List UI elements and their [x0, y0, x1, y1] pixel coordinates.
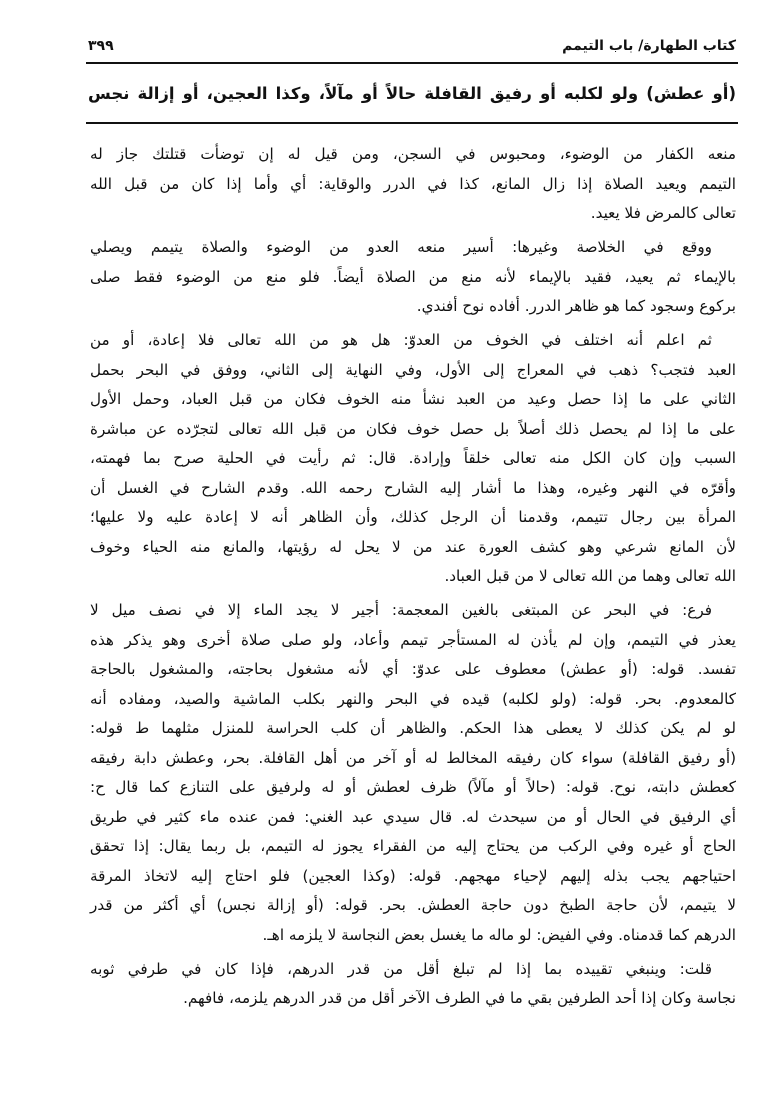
text-line: التيمم ويعيد الصلاة إذا زال المانع، كذا في الدرر والوقاية: أي وأما إذا كان من قبل الله: [90, 174, 736, 193]
text-line: نجاسة وكان إذا أحد الطرفين بقي ما في الطرف الآخر أقل من قدر الدرهم يلزمه، فافهم.: [183, 989, 736, 1007]
header-rule: [86, 62, 738, 64]
paragraph: [90, 955, 736, 1014]
text-line: السبب وإن كان الكل منه تعالى خلقاً وإرادة. قال: ثم رأيت في الحلية صرح بما فهمته،: [90, 449, 736, 467]
text-line: بالإيماء ثم يعيد، فقيد بالإيماء لأنه منع من الصلاة أيضاً. فلو منع من الوضوء فقط صلى: [90, 267, 736, 286]
text-line: الدرهم كما قدمناه. وفي الفيض: لو ماله ما يغسل بعض النجاسة لا يلزمه اهـ.: [262, 925, 736, 944]
text-line: على ما إذا لم يحصل ذلك أصلاً بل حصل خوف فكان من قبل الله تعالى لتجرّده عن مباشرة: [90, 419, 736, 438]
commentary-body: [90, 140, 736, 1018]
paragraph: [90, 140, 736, 229]
text-line: لو لم يكن كذلك لا يعطى هذا الحكم. والظاهر أن كلب الحراسة للمنزل مثلهما ط قوله:: [90, 719, 736, 737]
running-head: [88, 38, 736, 60]
page-number: ٣٩٩: [88, 38, 114, 54]
text-line: المرأة بين رجال تتيمم، وقدمنا أن الرجل كذلك، وأن الظاهر أنه لا إعادة عليه ولا عليها؛: [90, 508, 736, 526]
matn-text: (أو عطش) ولو لكلبه أو رفيق القافلة حالاً أو مآلاً، وكذا العجين، أو إزالة نجس: [88, 84, 736, 103]
text-line: لا يتيمم، لأن حاجة الطبخ دون حاجة العطش. بحر. قوله: (أو إزالة نجس) أي أكثر من قدر: [90, 896, 736, 914]
text-line: لأن المانع شرعي وهو كشف العورة عند من لا يحل له رؤيتها، والمانع منه الحياء وخوف: [90, 537, 736, 556]
text-line: الثاني على ما إذا حصل وعيد من العبد نشأ منه الخوف فكان من قبل العباد، وحمل الأول: [90, 390, 736, 408]
text-line: بركوع وسجود كما هو ظاهر الدرر. أفاده نوح أفندي.: [416, 297, 736, 315]
text-line: قلت: وينبغي تقييده بما إذا لم تبلغ أقل من قدر الدرهم، فإذا كان في طرفي ثوبه: [90, 959, 712, 978]
text-line: الحاج أو غيره وفي الركب من يحتاج إليه من الفقراء يجوز له التيمم، بل ربما يقال: إذا تحقق: [90, 837, 736, 855]
text-line: يعذر في التيمم، وإن لم يأذن له المستأجر تيمم وأعاد، ولو صلى صلاة أخرى وهو يذكر هذه: [90, 630, 736, 649]
text-line: فرع: في البحر عن المبتغى بالغين المعجمة: أجير لا يجد الماء إلا في نصف ميل لا: [90, 601, 712, 619]
text-line: تعالى كالمرض فلا يعيد.: [590, 204, 736, 222]
paragraph: [90, 596, 736, 950]
text-line: الله تعالى وهما من الله تعالى لا من قبل العباد.: [444, 567, 736, 585]
paragraph: [90, 233, 736, 322]
chapter-title: كتاب الطهارة/ باب التيمم: [562, 38, 736, 54]
text-line: احتياجهم يجب بذله إليهم لإحياء مهجهم. قوله: (وكذا العجين) فلو احتاج إليه لاتخاذ المرقة: [90, 866, 736, 885]
text-line: كعطش دابته، نوح. قوله: (حالاً أو مآلاً) ظرف لعطش أو له ولرفيق على التنازع كما قال ح:: [90, 778, 736, 796]
text-line: أي الرفيق في الحال أو من سيحدث له. قال سيدي عبد الغني: فمن عنده ماء كثير في طريق: [90, 807, 736, 826]
matn-rule: [86, 122, 738, 124]
text-line: ثم اعلم أنه اختلف في الخوف من العدوّ: هل هو من الله تعالى فلا إعادة، أو من: [90, 331, 712, 349]
paragraph: [90, 326, 736, 592]
text-line: (أو رفيق القافلة) سواء كان رفيقه المخالط له أو آخر من أهل القافلة. بحر، وعطش دابة رفيقه: [90, 748, 736, 767]
text-line: منعه الكفار من الوضوء، ومحبوس في السجن، ومن قيل له إن توضأت قتلتك جاز له: [90, 145, 736, 163]
text-line: تفسد. قوله: (أو عطش) معطوف على عدوّ: أي لأنه مشغول بحاجته، والمشغول بالحاجة: [90, 660, 736, 678]
text-line: وأقرّه في النهر وغيره، وهذا ما أشار إليه الشارح رحمه الله. وقدم الشارح في الغسل أن: [90, 478, 736, 497]
text-line: العبد فتجب؟ ذهب في المعراج إلى الأول، وفي النهاية إلى الثاني، ووفق في البحر بحمل: [90, 360, 736, 379]
text-line: كالمعدوم. بحر. قوله: (ولو لكلبه) قيده في البحر والنهر بكلب الماشية والصيد، ومفاده أنه: [90, 689, 736, 708]
text-line: ووقع في الخلاصة وغيرها: أسير منعه العدو من الوضوء والصلاة يتيمم ويصلي: [90, 238, 712, 256]
